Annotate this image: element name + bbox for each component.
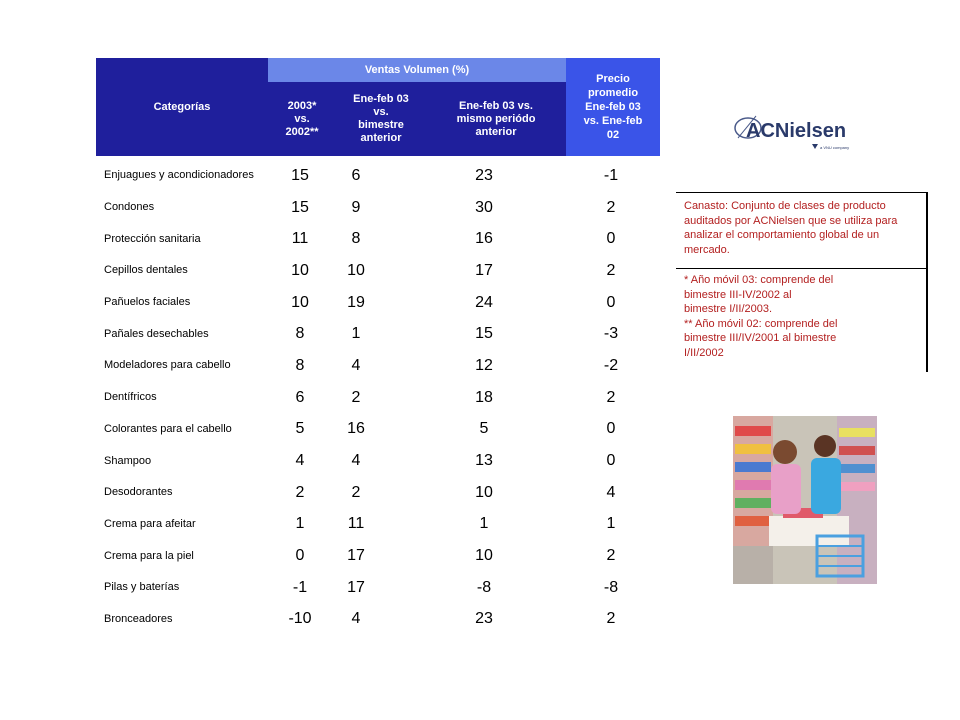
header-col1-line: 2003*: [287, 99, 317, 112]
row-categoria: Condones: [104, 201, 155, 214]
row-value-mismo-periodo: 30: [475, 198, 493, 216]
table-row: [96, 572, 666, 604]
header-col1-line: vs.: [294, 112, 310, 125]
row-categoria: Bronceadores: [104, 612, 173, 625]
row-value-mismo-periodo: 23: [475, 166, 493, 184]
footnote-line: bimestre III/IV/2001 al bimestre: [684, 332, 837, 344]
table-body: [96, 160, 666, 635]
footnote-line: ** Año móvil 02: comprende del: [684, 317, 838, 330]
row-value-precio: -1: [603, 166, 619, 184]
row-value-2003-vs-2002: 5: [295, 420, 305, 438]
row-value-bimestre: 19: [347, 293, 365, 311]
row-value-2003-vs-2002: 1: [295, 515, 305, 533]
header-col2-line: anterior: [360, 132, 402, 144]
table-row: [96, 223, 666, 255]
row-value-mismo-periodo: 5: [479, 420, 489, 438]
header-ventas-volumen: [268, 58, 566, 82]
header-col2-line: bimestre: [358, 119, 404, 131]
row-value-bimestre: 11: [347, 515, 365, 533]
row-value-precio: 0: [606, 230, 616, 248]
row-categoria: Enjuagues y acondicionadores: [104, 169, 254, 182]
row-value-precio: 1: [606, 515, 616, 533]
row-value-precio: -8: [603, 578, 619, 596]
row-value-mismo-periodo: 10: [475, 483, 493, 501]
row-categoria: Crema para afeitar: [104, 517, 196, 530]
row-value-2003-vs-2002: 15: [291, 166, 309, 184]
footnote-line: bimestre III-IV/2002 al: [684, 288, 792, 301]
header-col2-line: vs.: [373, 106, 389, 118]
row-value-2003-vs-2002: 2: [295, 483, 305, 501]
row-value-precio: 2: [606, 261, 616, 279]
row-value-2003-vs-2002: 15: [291, 198, 309, 216]
row-value-mismo-periodo: -8: [476, 578, 492, 596]
row-value-precio: 4: [606, 483, 616, 501]
row-categoria: Cepillos dentales: [104, 264, 188, 277]
row-value-bimestre: 4: [351, 452, 361, 470]
header-col-2003-vs-2002: [268, 82, 336, 156]
table-row: [96, 160, 666, 192]
row-value-mismo-periodo: 17: [475, 261, 493, 279]
header-precio-promedio: [566, 58, 660, 156]
header-price-line: vs. Ene-feb: [583, 115, 643, 127]
table-row: [96, 509, 666, 541]
row-value-bimestre: 8: [351, 230, 361, 248]
row-value-bimestre: 6: [351, 166, 361, 184]
row-value-mismo-periodo: 1: [479, 515, 489, 533]
header-col-bimestre-anterior: [336, 82, 426, 156]
row-value-mismo-periodo: 23: [475, 610, 493, 628]
row-value-precio: -3: [603, 325, 619, 343]
row-categoria: Pañuelos faciales: [104, 296, 191, 309]
header-categorias-label: Categorías: [153, 100, 211, 113]
note-canasto-text: Canasto: Conjunto de clases de producto auditados por ACNielsen que se utiliza para analizar el comportamiento global de un mercado.: [684, 200, 898, 256]
footnote-line: I/II/2002: [684, 346, 724, 359]
row-value-mismo-periodo: 18: [475, 388, 493, 406]
row-value-bimestre: 1: [351, 325, 361, 343]
row-value-bimestre: 17: [347, 547, 365, 565]
row-categoria: Pañales desechables: [104, 327, 209, 340]
table-row: [96, 318, 666, 350]
row-value-2003-vs-2002: 10: [291, 261, 309, 279]
row-value-mismo-periodo: 15: [475, 325, 493, 343]
footnote-line: * Año móvil 03: comprende del: [684, 274, 834, 286]
header-col2-line: Ene-feb 03: [353, 93, 409, 105]
row-value-2003-vs-2002: 4: [295, 452, 305, 470]
row-value-2003-vs-2002: 8: [295, 325, 305, 343]
table-row: [96, 414, 666, 446]
row-value-bimestre: 4: [351, 610, 361, 628]
row-value-mismo-periodo: 12: [475, 356, 493, 374]
row-value-bimestre: 9: [351, 198, 361, 216]
table-row: [96, 382, 666, 414]
header-col3-line: anterior: [475, 125, 517, 138]
table-row: [96, 540, 666, 572]
row-value-precio: 2: [606, 198, 616, 216]
row-value-precio: 0: [606, 452, 616, 470]
row-value-precio: 0: [606, 420, 616, 438]
row-categoria: Crema para la piel: [104, 549, 194, 562]
table-row: [96, 287, 666, 319]
row-categoria: Protección sanitaria: [104, 232, 201, 245]
header-col1-line: 2002**: [285, 125, 319, 138]
row-value-bimestre: 17: [347, 578, 365, 596]
header-col-mismo-periodo: [426, 82, 566, 156]
header-price-line: Precio: [596, 73, 630, 85]
row-value-mismo-periodo: 13: [475, 452, 493, 470]
store-photo: [733, 416, 877, 584]
row-value-bimestre: 10: [347, 261, 365, 279]
table-row: [96, 192, 666, 224]
row-value-precio: 2: [606, 610, 616, 628]
row-categoria: Dentífricos: [104, 391, 157, 404]
acnielsen-logo-mark: [732, 110, 850, 156]
table-row: [96, 255, 666, 287]
row-value-2003-vs-2002: -1: [292, 578, 308, 596]
row-value-precio: 0: [606, 293, 616, 311]
row-value-precio: 2: [606, 388, 616, 406]
row-value-2003-vs-2002: -10: [288, 610, 312, 628]
header-col3-line: mismo periódo: [456, 112, 536, 125]
table-row: [96, 445, 666, 477]
row-value-mismo-periodo: 16: [475, 230, 493, 248]
row-value-mismo-periodo: 24: [475, 293, 493, 311]
logo-wordmark: ACNielsen: [746, 120, 847, 142]
row-categoria: Pilas y baterías: [104, 581, 180, 594]
note-canasto: [676, 192, 928, 268]
row-value-2003-vs-2002: 0: [295, 547, 305, 565]
row-value-bimestre: 4: [351, 356, 361, 374]
row-value-2003-vs-2002: 10: [291, 293, 309, 311]
header-col3-line: Ene-feb 03 vs.: [459, 99, 533, 112]
store-photo-illustration: [733, 416, 877, 584]
acnielsen-logo: [732, 110, 850, 156]
header-categorias: [96, 58, 268, 156]
row-value-bimestre: 2: [351, 483, 361, 501]
row-value-bimestre: 2: [351, 388, 361, 406]
row-value-bimestre: 16: [347, 420, 365, 438]
header-price-line: promedio: [587, 87, 639, 99]
logo-tagline: a VNU company: [820, 145, 850, 150]
table-row: [96, 604, 666, 636]
footnote-line: bimestre I/II/2003.: [684, 303, 773, 315]
note-footnotes: [676, 268, 928, 372]
row-categoria: Modeladores para cabello: [104, 359, 231, 372]
row-value-mismo-periodo: 10: [475, 547, 493, 565]
row-categoria: Shampoo: [104, 454, 152, 467]
row-value-2003-vs-2002: 6: [295, 388, 305, 406]
row-value-2003-vs-2002: 11: [291, 230, 309, 248]
row-value-precio: -2: [603, 356, 619, 374]
row-categoria: Colorantes para el cabello: [104, 422, 232, 435]
table-row: [96, 350, 666, 382]
header-price-line: 02: [606, 129, 620, 141]
row-categoria: Desodorantes: [104, 486, 173, 499]
row-value-2003-vs-2002: 8: [295, 356, 305, 374]
row-value-precio: 2: [606, 547, 616, 565]
table-row: [96, 477, 666, 509]
header-ventas-volumen-label: Ventas Volumen (%): [364, 64, 470, 76]
header-price-line: Ene-feb 03: [585, 101, 641, 113]
